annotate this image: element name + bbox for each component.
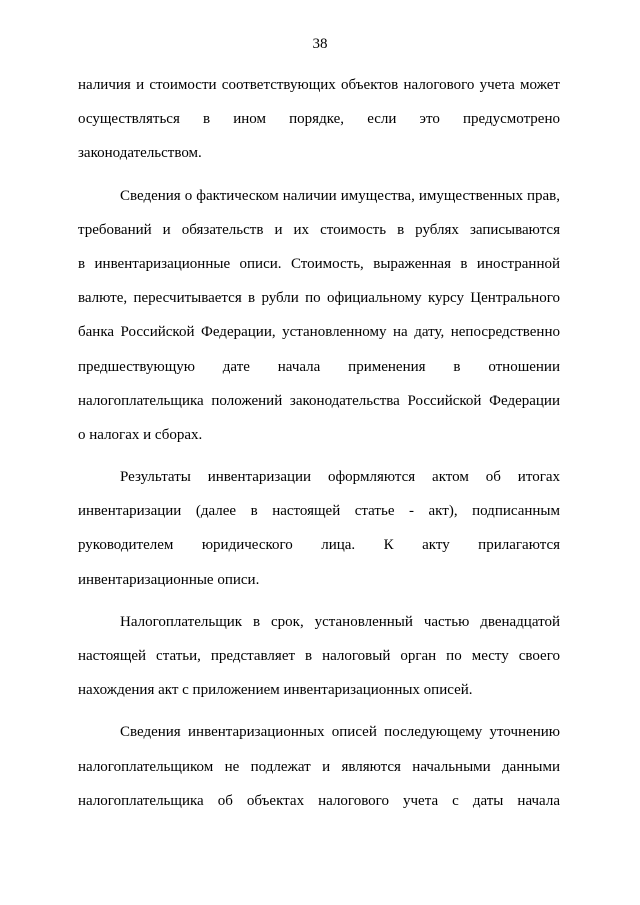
text-line: осуществляться в ином порядке, если это предусмотрено xyxy=(78,111,560,128)
text-line: Сведения инвентаризационных описей последующему уточнению xyxy=(120,724,560,741)
page-number: 38 xyxy=(312,36,328,52)
paragraph-3 xyxy=(78,460,560,597)
text-line: валюте, пересчитывается в рубли по официальному курсу Центрального xyxy=(78,290,560,307)
text-line: Налогоплательщик в срок, установленный частью двенадцатой xyxy=(120,613,560,630)
paragraph-4 xyxy=(78,605,560,708)
text-line: налогоплательщиком не подлежат и являются начальными данными xyxy=(78,758,560,775)
text-line: наличия и стоимости соответствующих объектов налогового учета может xyxy=(78,77,560,93)
text-line: Сведения о фактическом наличии имущества, имущественных прав, xyxy=(120,187,560,204)
paragraph-2 xyxy=(78,179,560,453)
paragraph-1 xyxy=(78,68,560,171)
text-line: требований и обязательств и их стоимость в рублях записываются xyxy=(78,221,560,238)
text-line: нахождения акт с приложением инвентаризационных описей. xyxy=(78,682,473,699)
text-line: руководителем юридического лица. К акту прилагаются xyxy=(78,537,560,554)
text-line: банка Российской Федерации, установленному на дату, непосредственно xyxy=(78,324,560,341)
paragraph-5 xyxy=(78,715,560,818)
text-line: налогоплательщика положений законодательства Российской Федерации xyxy=(78,392,560,409)
text-line: настоящей статьи, представляет в налоговый орган по месту своего xyxy=(78,648,560,664)
text-line: о налогах и сборах. xyxy=(78,426,203,443)
text-line: предшествующую дате начала применения в отношении xyxy=(78,358,560,375)
text-line: законодательством. xyxy=(78,145,202,162)
text-line: налогоплательщика об объектах налогового учета с даты начала xyxy=(78,792,560,809)
text-line: в инвентаризационные описи. Стоимость, выраженная в иностранной xyxy=(78,255,560,272)
text-line: Результаты инвентаризации оформляются актом об итогах xyxy=(120,469,560,486)
text-line: инвентаризационные описи. xyxy=(78,571,260,588)
text-line: инвентаризации (далее в настоящей статье - акт), подписанным xyxy=(78,503,560,520)
document-body xyxy=(78,68,560,818)
